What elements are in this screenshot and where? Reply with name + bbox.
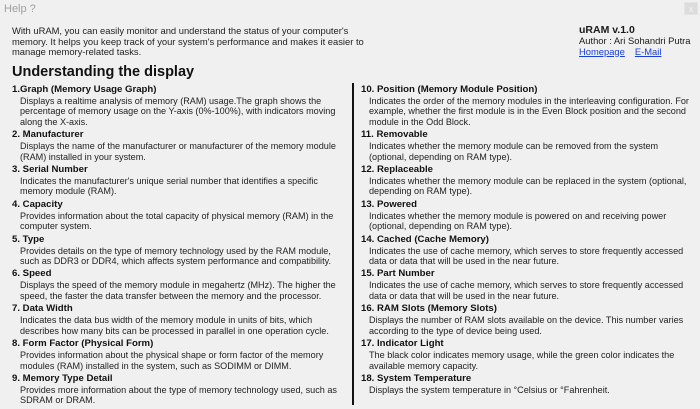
- help-item-desc: Indicates the order of the memory modules in the interleaving configuration. For example, whether the first module is in the Even Block position and the second module in the Odd Block.: [369, 96, 689, 127]
- help-item: [361, 164, 691, 197]
- help-item-desc: Indicates whether the memory module can be removed from the system (optional, depending on RAM type).: [369, 141, 659, 162]
- help-item-title: 9. Memory Type Detail: [12, 372, 113, 384]
- help-item: [361, 268, 691, 301]
- help-column-right: [361, 84, 691, 397]
- help-item-desc: Indicates whether the memory module can be replaced in the system (optional, depending on RAM type).: [369, 176, 687, 197]
- about-panel: [579, 25, 691, 57]
- help-item-desc: Indicates whether the memory module is powered on and receiving power (optional, depending on RAM type).: [369, 210, 667, 232]
- help-item-title: 13. Powered: [361, 198, 417, 210]
- help-item-desc: Displays the system temperature in °Celsius or °Fahrenheit.: [369, 384, 610, 395]
- intro-text: With uRAM, you can easily monitor and understand the status of your computer's memory. It helps you keep track of your system's performance and makes it easier to manage memory-related tasks.: [12, 25, 364, 57]
- help-item-desc: Indicates the use of cache memory, which serves to store frequently accessed data or data that will be used in the near future.: [369, 245, 684, 267]
- help-item-title: 6. Speed: [12, 268, 52, 280]
- homepage-link[interactable]: Homepage: [579, 45, 625, 57]
- email-link[interactable]: E-Mail: [634, 45, 662, 57]
- help-item-title: 15. Part Number: [361, 268, 435, 280]
- window-title: Help ?: [4, 3, 36, 15]
- app-name: uRAM v.1.0: [579, 24, 635, 36]
- help-item: [361, 129, 691, 162]
- help-item-desc: Indicates the manufacturer's unique serial number that identifies a specific memory module (RAM).: [20, 176, 318, 197]
- help-item: [12, 164, 347, 197]
- help-item-title: 3. Serial Number: [12, 164, 88, 176]
- section-heading: Understanding the display: [12, 64, 195, 80]
- help-item: [12, 338, 347, 371]
- help-item-desc: Displays the speed of the memory module in megahertz (MHz). The higher the speed, the faster the data transfer between the memory and the processor.: [20, 280, 336, 301]
- help-item: [361, 373, 691, 395]
- close-button[interactable]: [684, 2, 698, 15]
- help-item: [12, 234, 347, 267]
- help-item: [12, 303, 347, 336]
- author-label: Author : Ari Sohandri Putra: [579, 35, 691, 46]
- help-item-desc: Indicates the use of cache memory, which serves to store frequently accessed data or data that will be used in the near future.: [369, 280, 684, 301]
- help-item: [361, 303, 691, 336]
- help-item-title: 8. Form Factor (Physical Form): [12, 338, 154, 350]
- help-item-title: 14. Cached (Cache Memory): [361, 233, 489, 245]
- help-item-title: 18. System Temperature: [361, 372, 472, 384]
- help-item-title: 16. RAM Slots (Memory Slots): [361, 303, 497, 315]
- help-item-title: 12. Replaceable: [361, 164, 433, 176]
- help-item-desc: The black color indicates memory usage, while the green color indicates the available memory capacity.: [369, 350, 675, 371]
- help-item-title: 5. Type: [12, 233, 45, 245]
- help-item: [12, 129, 347, 162]
- close-icon: x: [688, 4, 694, 14]
- help-item-title: 4. Capacity: [12, 198, 63, 210]
- help-item-title: 7. Data Width: [12, 303, 73, 315]
- help-item-title: 11. Removable: [361, 129, 428, 141]
- help-item-desc: Provides information about the total capacity of physical memory (RAM) in the computer system.: [20, 210, 334, 232]
- help-item: [361, 234, 691, 267]
- help-item: [12, 199, 347, 232]
- help-item-desc: Provides information about the physical shape or form factor of the memory modules (RAM) installed in the system, such as SODIMM or DIMM.: [20, 350, 324, 371]
- title-bar: [0, 0, 700, 20]
- help-item: [12, 84, 347, 127]
- help-item: [361, 338, 691, 371]
- help-item-title: 2. Manufacturer: [12, 129, 84, 141]
- help-item-desc: Displays a realtime analysis of memory (RAM) usage.The graph shows the percentage of memory usage on the Y-axis (0%-100%), with indicators moving along the X-axis.: [20, 96, 336, 127]
- help-item-desc: Displays the number of RAM slots available on the device. This number varies according to the type of device being used.: [369, 315, 684, 336]
- about-links: [579, 47, 691, 58]
- help-item: [12, 373, 347, 406]
- help-item: [12, 268, 347, 301]
- help-item-desc: Displays the name of the manufacturer or manufacturer of the memory module (RAM) installed in your system.: [20, 141, 336, 162]
- help-item: [361, 199, 691, 232]
- help-column-left: [12, 84, 347, 408]
- help-item-desc: Provides more information about the type of memory technology used, such as SDRAM or DRAM.: [20, 384, 337, 406]
- help-item: [361, 84, 691, 127]
- column-divider: [352, 83, 354, 405]
- help-item-title: 17. Indicator Light: [361, 338, 444, 350]
- help-item-desc: Indicates the data bus width of the memory module in units of bits, which describes how many bits can be processed in parallel in one operation cycle.: [20, 315, 329, 336]
- help-item-title: 10. Position (Memory Module Position): [361, 84, 538, 95]
- help-item-title: 1.Graph (Memory Usage Graph): [12, 84, 157, 95]
- help-item-desc: Provides details on the type of memory technology used by the RAM module, such as DDR3 or DDR4, which affects system performance and compatibility.: [20, 245, 331, 267]
